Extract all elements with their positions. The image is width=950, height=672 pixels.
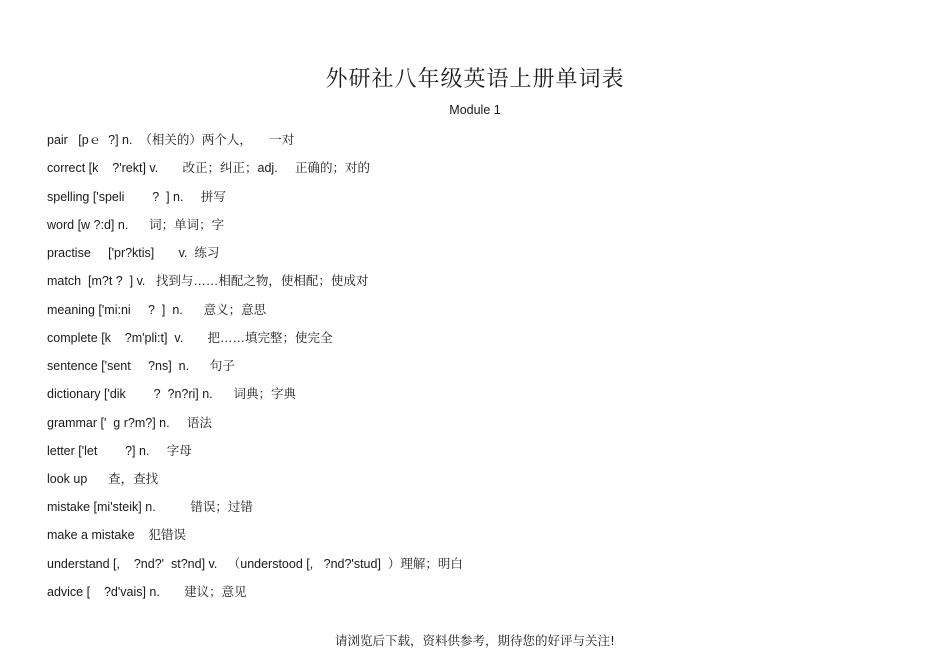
- vocab-entry-text: complete [k ?m'pli:t] v. 把……填完整；使完全: [47, 331, 333, 345]
- vocab-entry: [47, 189, 226, 205]
- vocab-entry: [47, 556, 463, 572]
- vocab-entry: [47, 358, 235, 374]
- page-footer: 请浏览后下载，资料供参考，期待您的好评与关注!: [334, 633, 615, 648]
- vocab-entry-text: word [w ?:d] n. 词；单词；字: [47, 218, 225, 232]
- vocab-entry: [47, 302, 266, 318]
- vocab-entry-text: sentence ['sent ?ns] n. 句子: [47, 359, 235, 373]
- vocab-entry: [47, 160, 370, 176]
- vocab-entry: [47, 330, 333, 346]
- vocab-entry: [47, 584, 247, 600]
- vocab-entry: [47, 217, 224, 233]
- vocab-entry-text: look up 查，查找: [47, 472, 159, 486]
- vocab-entry-text: pair [pｅ ?] n. （相关的）两个人， 一对: [47, 133, 295, 147]
- vocab-entry-text: meaning ['mi:ni ? ] n. 意义；意思: [47, 303, 267, 317]
- vocab-entry: [47, 415, 212, 431]
- vocab-entry: [47, 443, 192, 459]
- vocab-entry: [47, 499, 253, 515]
- vocab-entry-text: understand [, ?nd?' st?nd] v. （understood [, ?nd?'stud] ）理解；明白: [47, 557, 463, 571]
- module-heading: Module 1: [449, 103, 501, 117]
- vocab-entry: [47, 386, 296, 402]
- vocab-entry-text: mistake [mi'steik] n. 错误；过错: [47, 500, 253, 514]
- vocab-entry-text: practise ['pr?ktis] v. 练习: [47, 246, 220, 260]
- vocab-entry: [47, 527, 186, 543]
- vocab-entry-text: spelling ['speli ? ] n. 拼写: [47, 190, 226, 204]
- vocab-entry-text: match [m?t ? ] v. 找到与……相配之物，使相配；使成对: [47, 274, 369, 288]
- vocab-entry: [47, 132, 294, 148]
- vocab-entry-text: grammar [' ɡ r?m?] n. 语法: [47, 416, 212, 430]
- vocab-entry-text: correct [k ?'rekt] v. 改正；纠正；adj. 正确的；对的: [47, 161, 371, 175]
- vocab-entry-text: make a mistake 犯错误: [47, 528, 186, 542]
- vocab-entry: [47, 273, 368, 289]
- vocab-entry-text: advice [ ?d'vais] n. 建议；意见: [47, 585, 247, 599]
- vocab-entry-text: dictionary ['dik ? ?n?ri] n. 词典；字典: [47, 387, 296, 401]
- vocab-entry: [47, 245, 219, 261]
- vocab-entry-text: letter ['let ?] n. 字母: [47, 444, 192, 458]
- vocab-entry: [47, 471, 158, 487]
- page-title: 外研社八年级英语上册单词表: [325, 67, 625, 92]
